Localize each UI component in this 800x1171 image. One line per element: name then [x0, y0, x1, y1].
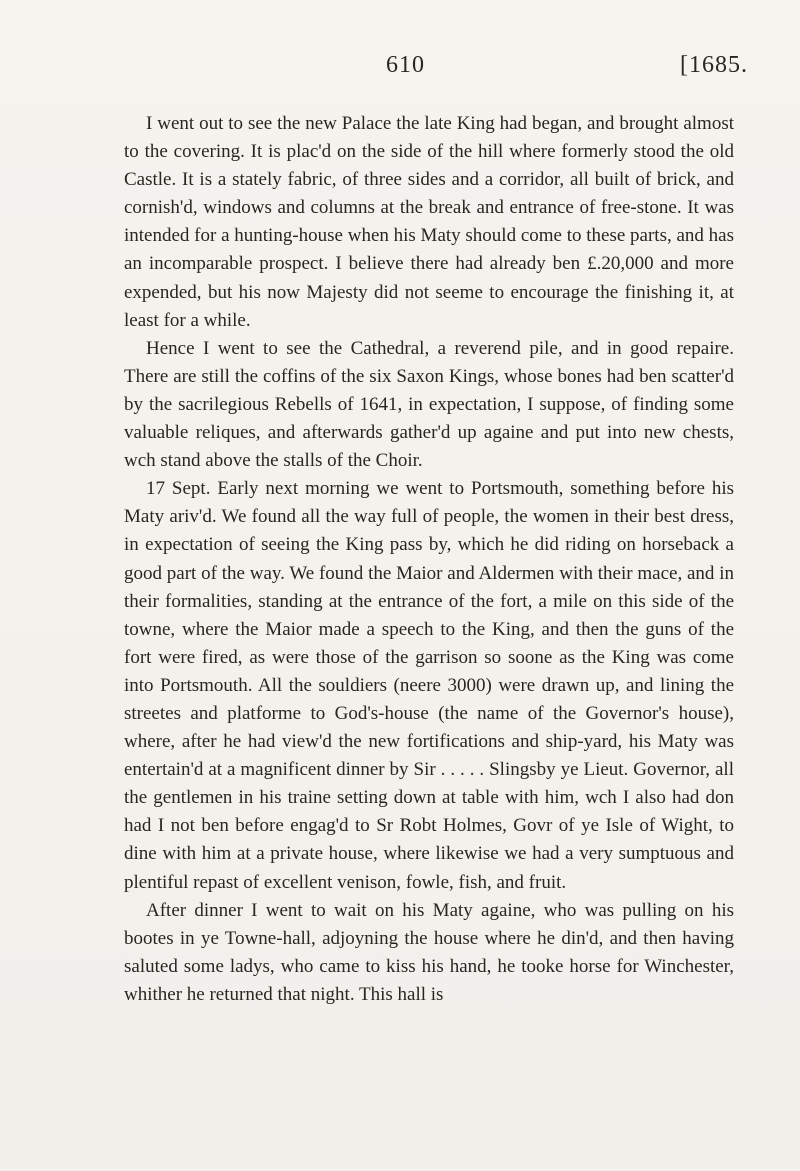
paragraph-palace: I went out to see the new Palace the late King had began, and brought almost to the covering. It is plac'd on the side of the hill where formerly stood the old Castle. It is a stately fabric, of three sides and a corridor, all built of brick, and cornish'd, windows and columns at the break and entrance of free-stone. It was intended for a hunting-house when his Maty should come to these parts, and has an incomparable prospect. I believe there had already ben £.20,000 and more expended, but his now Majesty did not seeme to encourage the finishing it, at least for a while.: [124, 113, 734, 331]
body-text: [124, 110, 734, 1009]
running-header: [0, 52, 800, 88]
running-year: [1685.: [680, 52, 748, 78]
page-number: 610: [386, 52, 425, 78]
paragraph-portsmouth: 17 Sept. Early next morning we went to Portsmouth, something before his Maty ariv'd. We found all the way full of people, the women in their best dress, in expectation of seeing the King pass by, which he did riding on horseback a good part of the way. We found the Maior and Aldermen with their mace, and in their formalities, standing at the entrance of the fort, a mile on this side of the towne, where the Maior made a speech to the King, and then the guns of the fort were fired, as were those of the garrison so soone as the King was come into Portsmouth. All the souldiers (neere 3000) were drawn up, and lining the streetes and platforme to God's-house (the name of the Governor's house), where, after he had view'd the new fortifications and ship-yard, his Maty was entertain'd at a magnificent dinner by Sir . . . . . Slingsby ye Lieut. Governor, all the gentlemen in his traine setting down at table with him, wch I also had don had I not ben before engag'd to Sr Robt Holmes, Govr of ye Isle of Wight, to dine with him at a private house, where likewise we had a very sumptuous and plentiful repast of excellent venison, fowle, fish, and fruit.: [124, 478, 734, 893]
paragraph-after-dinner: After dinner I went to wait on his Maty againe, who was pulling on his bootes in ye Towne-hall, adjoyning the house where he din'd, and then having saluted some ladys, who came to kiss his hand, he tooke horse for Winchester, whither he returned that night. This hall is: [124, 899, 734, 1005]
paragraph-cathedral: Hence I went to see the Cathedral, a reverend pile, and in good repaire. There are still the coffins of the six Saxon Kings, whose bones had ben scatter'd by the sacrilegious Rebells of 1641, in expectation, I suppose, of finding some valuable reliques, and afterwards gather'd up againe and put into new chests, wch stand above the stalls of the Choir.: [124, 337, 734, 472]
